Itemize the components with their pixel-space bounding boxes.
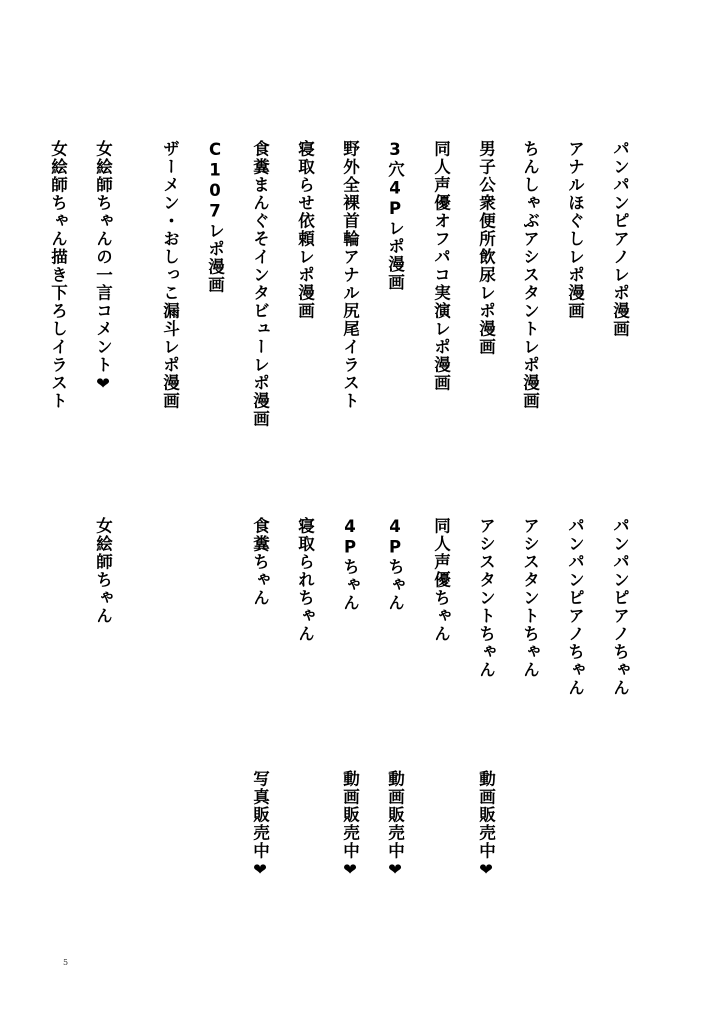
toc-title-3: ちんしゃぶアシスタントレポ漫画 xyxy=(520,140,540,410)
toc-note-6: 動画販売中❤ xyxy=(385,770,405,881)
toc-character-5: 同人声優ちゃん xyxy=(431,517,451,643)
toc-title-12: 女絵師ちゃんの一言コメント❤ xyxy=(93,140,113,395)
toc-title-10: C107レポ漫画 xyxy=(205,140,225,294)
toc-title-13: 女絵師ちゃん描き下ろしイラスト xyxy=(48,140,68,410)
toc-title-7: 野外全裸首輪アナル尻尾イラスト xyxy=(340,140,360,410)
page-number: 5 xyxy=(63,958,69,967)
toc-title-9: 食糞まんぐそインタビューレポ漫画 xyxy=(250,140,270,428)
toc-character-8: 寝取られちゃん xyxy=(295,517,315,643)
toc-note-9: 写真販売中❤ xyxy=(250,770,270,881)
toc-character-2: パンパンピアノちゃん xyxy=(565,517,585,697)
toc-character-9: 食糞ちゃん xyxy=(250,517,270,607)
toc-character-7: 4Pちゃん xyxy=(340,517,360,612)
toc-title-11: ザーメン・おしっこ漏斗レポ漫画 xyxy=(160,140,180,410)
toc-note-7: 動画販売中❤ xyxy=(340,770,360,881)
toc-character-6: 4Pちゃん xyxy=(385,517,405,612)
toc-title-4: 男子公衆便所飲尿レポ漫画 xyxy=(476,140,496,356)
toc-title-1: パンパンピアノレポ漫画 xyxy=(610,140,630,338)
toc-title-2: アナルほぐしレポ漫画 xyxy=(565,140,585,320)
toc-title-5: 同人声優オフパコ実演レポ漫画 xyxy=(431,140,451,392)
toc-character-3: アシスタントちゃん xyxy=(520,517,540,679)
toc-character-4: アシスタントちゃん xyxy=(476,517,496,679)
toc-note-4: 動画販売中❤ xyxy=(476,770,496,881)
toc-character-1: パンパンピアノちゃん xyxy=(610,517,630,697)
toc-title-6: 3穴4Pレポ漫画 xyxy=(385,140,405,292)
toc-character-12: 女絵師ちゃん xyxy=(93,517,113,625)
toc-title-8: 寝取らせ依頼レポ漫画 xyxy=(295,140,315,320)
